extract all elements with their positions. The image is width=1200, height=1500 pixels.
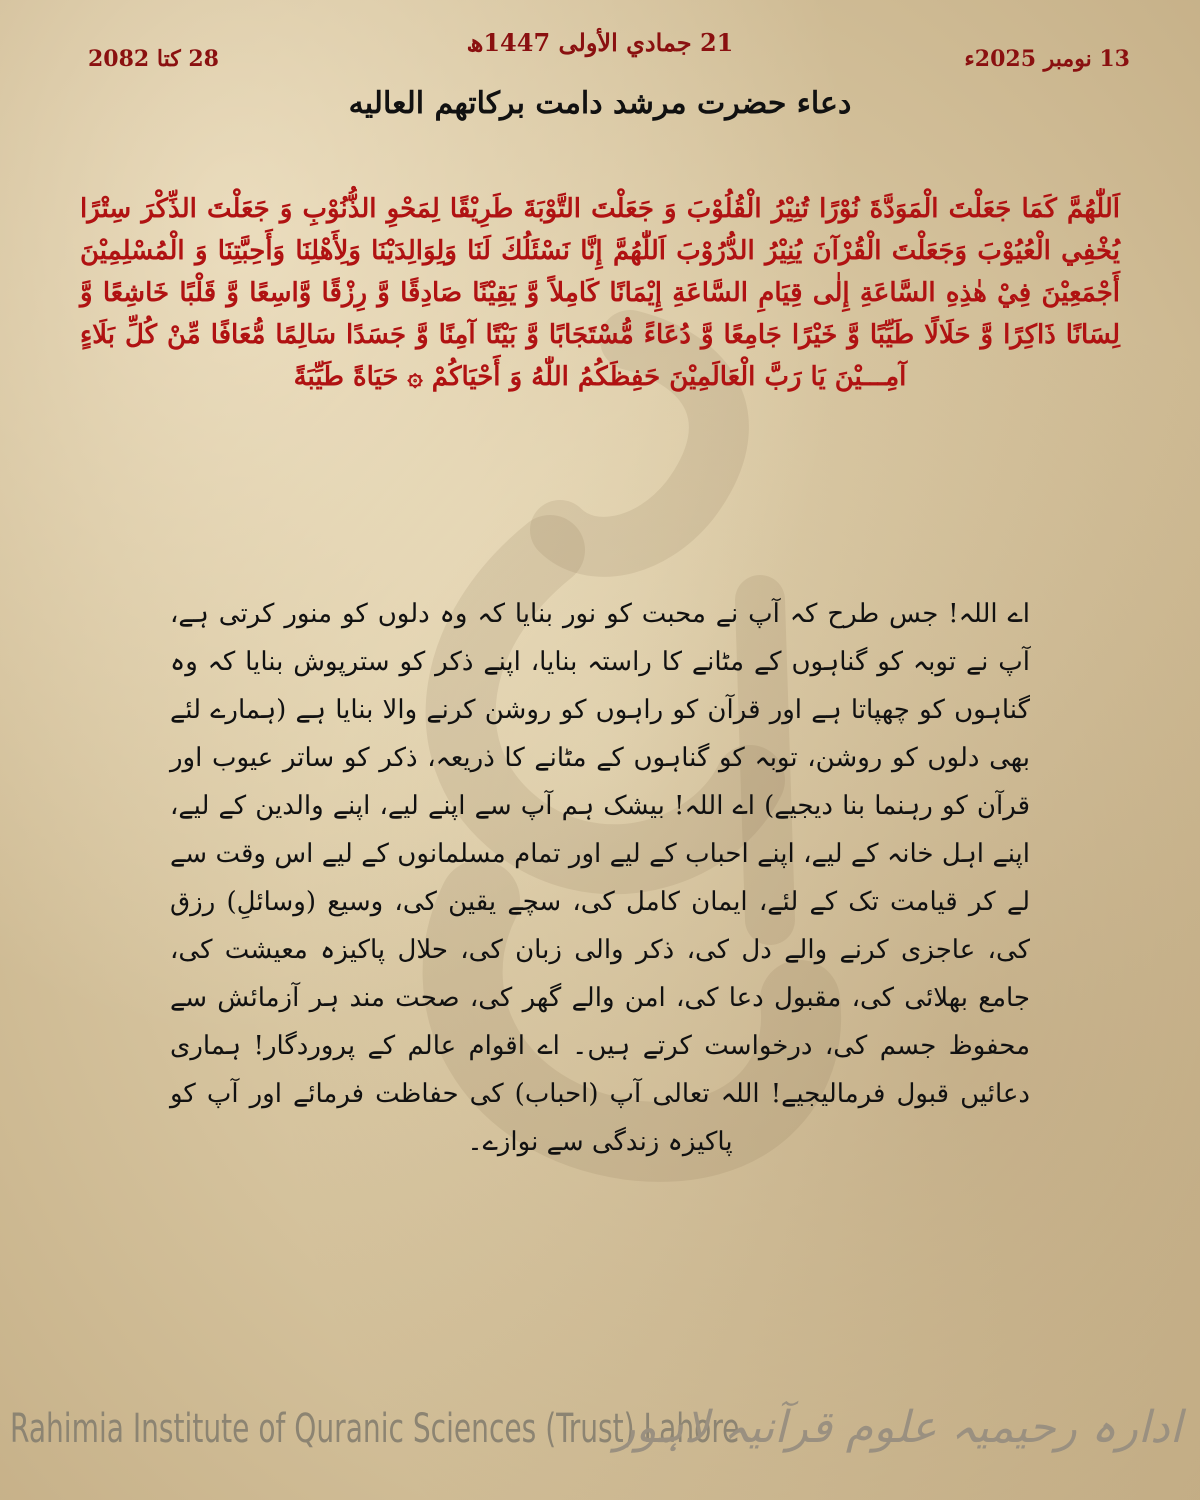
institute-name-urdu-logo: ادارہ رحیمیہ علوم قرآنیہ لاہور — [614, 1402, 1182, 1453]
institute-name-english: Rahimia Institute of Quranic Sciences (Trust) Lahore — [10, 1406, 740, 1452]
gregorian-date: 13 نومبر 2025ء — [964, 46, 1130, 72]
urdu-translation-text: اے اللہ! جس طرح کہ آپ نے محبت کو نور بنایا کہ وہ دلوں کو منور کرتی ہے، آپ نے توبہ کو گناہوں کے مٹانے کا راستہ بنایا، اپنے ذکر کو سترپوش بنایا کہ وہ گناہوں کو چھپاتا ہے اور قرآن کو راہوں کو روشن کرنے والا بنایا ہے (ہمارے لئے بھی دلوں کو روشن، توبہ کو گناہوں کے مٹانے کا ذریعہ، ذکر کو ساتر عیوب اور قرآن کو رہنما بنا دیجیے) اے اللہ! بیشک ہم آپ سے اپنے لیے، اپنے والدین کے لیے، اپنے اہل خانہ کے لیے، اپنے احباب کے لیے اور تمام مسلمانوں کے لیے اس وقت سے لے کر قیامت تک کے لئے، ایمان کامل کی، سچے یقین کی، وسیع (وسائلِ) رزق کی، عاجزی کرنے والے دل کی، ذکر والی زبان کی، حلال پاکیزہ معیشت کی، جامع بھلائی کی، مقبول دعا کی، امن والے گھر کی، صحت مند ہر آزمائش سے محفوظ جسم کی، درخواست کرتے ہیں۔ اے اقوام عالم کے پروردگار! ہماری دعائیں قبول فرمالیجیے! اللہ تعالی آپ (احباب) کی حفاظت فرمائے اور آپ کو پاکیزہ زندگی سے نوازے۔ — [170, 599, 1030, 1157]
arabic-dua-text: اَللّٰهُمَّ كَمَا جَعَلْتَ الْمَوَدَّةَ نُوْرًا تُنِيْرُ الْقُلُوْبَ وَ جَعَلْتَ التَّوْبَةَ طَرِيْقًا لِمَحْوِ الذُّنُوْبِ وَ جَعَلْتَ الذِّكْرَ سِتْرًا يُخْفِي الْعُيُوْبَ وَجَعَلْتَ الْقُرْآنَ يُنِيْرُ الدُّرُوْبَ اَللّٰهُمَّ إِنَّا نَسْئَلُكَ لَنَا وَلِوَالِدَيْنَا وَلِأَهْلِنَا وَأَحِبَّتِنَا وَ الْمُسْلِمِيْنَ أَجْمَعِيْنَ فِيْ هٰذِهِ السَّاعَةِ إِلٰى قِيَامِ السَّاعَةِ إِيْمَانًا كَامِلاً وَّ يَقِيْنًا صَادِقًا وَّ رِزْقًا وَّاسِعًا وَّ قَلْبًا خَاشِعًا وَّ لِسَانًا ذَاكِرًا وَّ حَلَالًا طَيِّبًا وَّ خَيْرًا جَامِعًا وَّ دُعَاءً مُّسْتَجَابًا وَّ بَيْتًا آمِنًا وَّ جَسَدًا سَالِمًا مُّعَافًا مِّنْ كُلِّ بَلَاءٍ آمِـــيْنَ يَا رَبَّ الْعَالَمِيْنَ حَفِظَكُمُ اللّٰهُ وَ أَحْيَاكُمْ ۞ حَيَاةً طَيِّبَةً — [80, 194, 1120, 392]
page-title: دعاء حضرت مرشد دامت برکاتهم العاليه — [348, 86, 852, 121]
hijri-date: 21 جمادي الأولى 1447ھ — [466, 28, 734, 57]
bikrami-date: 28 کتا 2082 — [88, 46, 219, 72]
footer — [0, 1400, 1200, 1470]
